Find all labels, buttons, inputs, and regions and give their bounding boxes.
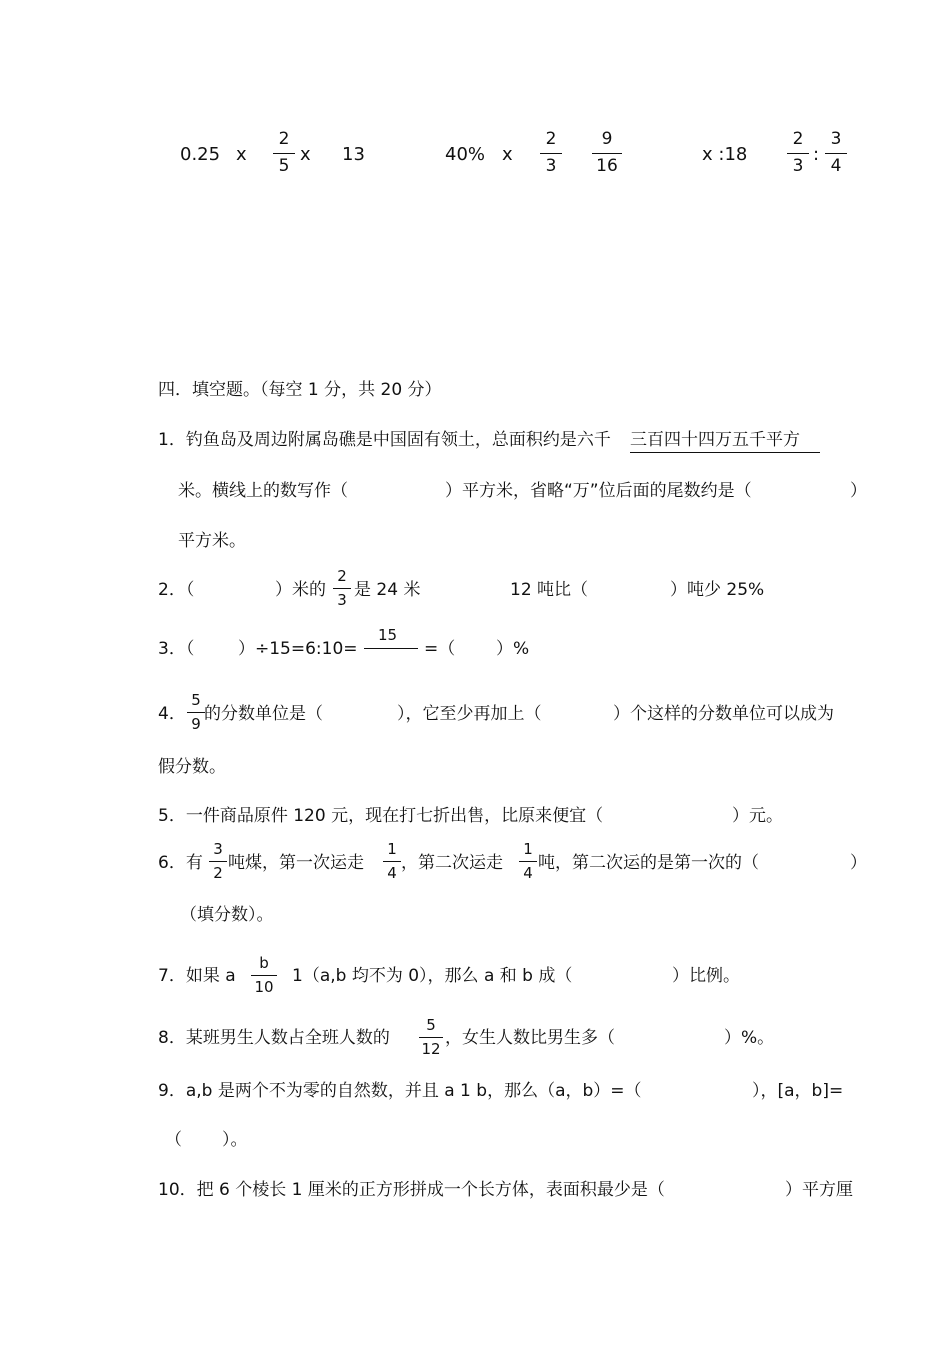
denominator: 4 [523, 864, 533, 882]
q1-line3: 平方米。 [178, 531, 246, 551]
q3-fraction-bar [364, 648, 418, 649]
q9-a: 9．a,b 是两个不为零的自然数，并且 a 1 b，那么（a，b）=（ [158, 1081, 642, 1101]
denominator: 4 [387, 864, 397, 882]
q2-b: ）米的 [275, 580, 326, 600]
calc-e1-x2: x [300, 144, 311, 165]
denominator: 16 [596, 156, 618, 176]
q6-prefix: 6．有 [158, 853, 203, 873]
denominator: 5 [278, 156, 290, 176]
q4-b: ），它至少再加上（ [397, 704, 542, 724]
q4-a: 的分数单位是（ [204, 704, 323, 724]
q3-b: ）÷15=6:10= [238, 639, 358, 659]
calc-e2-fraction-2 [592, 131, 622, 178]
q2-a: 2．（ [158, 580, 195, 600]
calc-e3-colon: : [813, 144, 820, 165]
q4-line2: 假分数。 [158, 757, 226, 777]
numerator: 9 [601, 129, 613, 149]
q10-a: 10．把 6 个棱长 1 厘米的正方形拼成一个长方体，表面积最少是（ [158, 1180, 665, 1200]
q7-b: 1（a,b 均不为 0），那么 a 和 b 成（ [292, 966, 573, 986]
q2-c: 是 24 米 [354, 580, 421, 600]
calc-e1-x1: x [236, 144, 247, 165]
q6-d: ） [850, 853, 867, 873]
q8-a: 8．某班男生人数占全班人数的 [158, 1028, 390, 1048]
q7-c: ）比例。 [672, 966, 740, 986]
calc-e2-x: x [502, 144, 513, 165]
calc-e3-a: x :18 [702, 144, 748, 165]
q4-fraction [187, 693, 205, 734]
denominator: 4 [830, 156, 842, 176]
q5-b: ）元。 [732, 806, 783, 826]
numerator: 2 [337, 567, 347, 585]
q4-prefix: 4． [158, 704, 186, 724]
numerator: b [259, 954, 269, 972]
calc-e2-a: 40% [445, 144, 486, 165]
q1-underline [630, 452, 820, 453]
q9-b: ），[a，b]= [752, 1081, 844, 1101]
q6-line2: （填分数）。 [180, 905, 274, 925]
denominator: 3 [792, 156, 804, 176]
q5-a: 5．一件商品原件 120 元，现在打七折出售，比原来便宜（ [158, 806, 604, 826]
q9-line2-b: ）。 [222, 1130, 248, 1150]
calc-e3-fraction-2 [825, 131, 847, 178]
q7-fraction [251, 956, 277, 997]
numerator: 5 [191, 691, 201, 709]
denominator: 3 [545, 156, 557, 176]
q1-line1-a: 1．钓鱼岛及周边附属岛礁是中国固有领土，总面积约是六千 [158, 430, 611, 450]
q8-b: ，女生人数比男生多（ [445, 1028, 615, 1048]
denominator: 3 [337, 591, 347, 609]
numerator: 1 [523, 840, 533, 858]
numerator: 3 [830, 129, 842, 149]
q7-a: 7．如果 a [158, 966, 236, 986]
denominator: 9 [191, 715, 201, 733]
q8-c: ）%。 [724, 1028, 775, 1048]
q2-e: ）吨少 25% [670, 580, 765, 600]
numerator: 3 [213, 840, 223, 858]
q9-line2-a: （ [165, 1130, 182, 1150]
q6-b: ，第二次运走 [401, 853, 503, 873]
q1-line2-c: ） [850, 481, 867, 501]
section-title: 四．填空题。（每空 1 分，共 20 分） [158, 380, 442, 400]
q3-c: =（ [424, 639, 456, 659]
numerator: 1 [387, 840, 397, 858]
q10-b: ）平方厘 [785, 1180, 853, 1200]
calc-e2-fraction-1 [540, 131, 562, 178]
q3-numerator: 15 [378, 626, 398, 644]
q1-line2-a: 米。横线上的数写作（ [178, 481, 348, 501]
q6-a: 吨煤，第一次运走 [228, 853, 364, 873]
q6-fraction-3 [519, 842, 537, 883]
numerator: 2 [278, 129, 290, 149]
calc-e3-fraction-1 [787, 131, 809, 178]
q8-fraction [419, 1018, 443, 1059]
q6-fraction-2 [383, 842, 401, 883]
numerator: 2 [545, 129, 557, 149]
calc-e1-b: 13 [342, 144, 365, 165]
numerator: 5 [426, 1016, 436, 1034]
q1-line2-b: ）平方米，省略“万”位后面的尾数约是（ [445, 481, 752, 501]
q4-c: ）个这样的分数单位可以成为 [613, 704, 834, 724]
denominator: 2 [213, 864, 223, 882]
q3-d: ）% [496, 639, 530, 659]
q6-c: 吨，第二次运的是第一次的（ [538, 853, 759, 873]
denominator: 10 [254, 978, 274, 996]
q6-fraction-1 [209, 842, 227, 883]
numerator: 2 [792, 129, 804, 149]
q2-d: 12 吨比（ [510, 580, 589, 600]
q3-a: 3．（ [158, 639, 195, 659]
calc-e1-fraction [273, 131, 295, 178]
q2-fraction [333, 569, 351, 610]
calc-e1-a: 0.25 [180, 144, 221, 165]
denominator: 12 [421, 1040, 441, 1058]
q1-line1-underlined: 三百四十四万五千平方 [630, 430, 800, 450]
